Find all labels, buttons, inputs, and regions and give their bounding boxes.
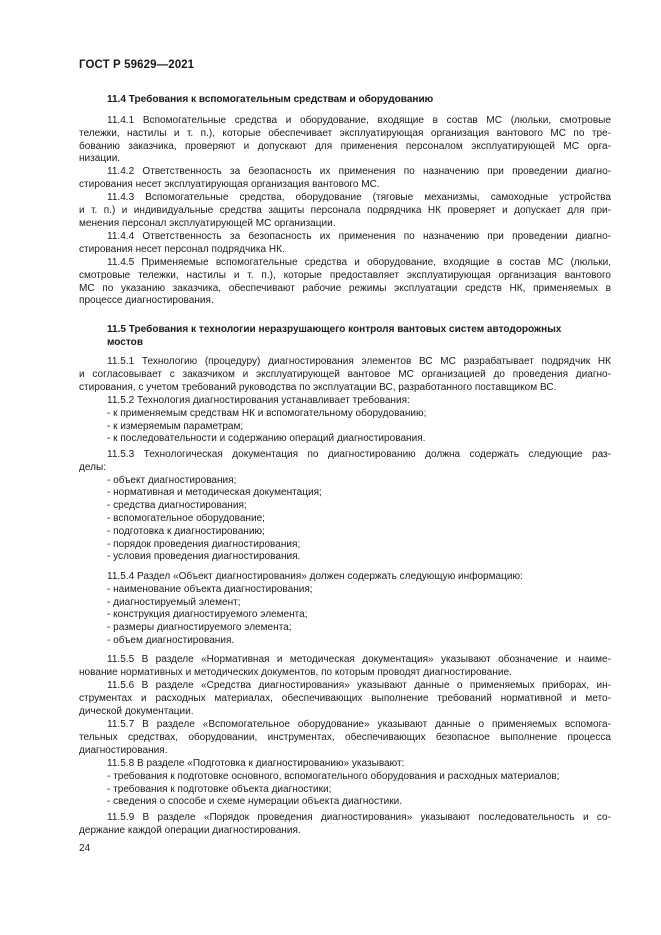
text-line: 11.4.3 Вспомогательные средства, оборудование (тяговые механизмы, самоходные устройства [107,192,611,203]
text-line: 11.4.2 Ответственность за безопасность их применения по назначению при проведении диагно- [107,166,611,177]
text-line: 11.5.7 В разделе «Вспомогательное оборудование» указывают данные о применяемых вспомога- [107,719,611,730]
text-line: 11.5.1 Технологию (процедуру) диагностирования элементов ВС МС разрабатывает подрядчик НК [107,356,611,367]
section-heading-line: 11.5 Требования к технологии неразрушающего контроля вантовых систем автодорожных [107,324,562,335]
text-line: - к измеряемым параметрам; [107,420,244,432]
paragraph [79,395,611,446]
text-line: стирования несет эксплуатирующая организация вантового МС. [79,178,380,190]
text-line: держание каждой операции диагностирования. [79,824,301,836]
text-line: стирования, с учетом требований руководства по эксплуатации ВС, разработанного поставщиком ВС. [79,381,557,393]
text-line: и согласовывает с заказчиком и эксплуатирующей вантовое МС организацией до проведения диагно- [79,368,611,380]
text-line: 11.4.5 Применяемые вспомогательные средства и оборудование, входящие в состав МС (люльки, [107,257,611,268]
paragraph [79,680,611,718]
paragraph [79,356,611,394]
text-line: струментах и расходных материалах, обеспечивающих выполнение требований нормативной и мето- [79,692,611,704]
text-line: бованию заказчика, проверяют и допускают для применения персоналом эксплуатирующей МС орга- [79,140,611,152]
text-line: 11.4.1 Вспомогательные средства и оборудование, входящие в состав МС (люльки, смотровые [107,115,611,126]
text-line: нование нормативных и методических документов, по которым проводят диагностирование. [79,666,512,678]
paragraph [79,571,611,648]
text-line: 11.5.9 В разделе «Порядок проведения диагностирования» указывают последовательность и со- [107,812,611,823]
paragraph [79,812,611,838]
text-line: - сведения о способе и схеме нумерации объекта диагностики. [107,796,403,808]
text-line: - требования к подготовке основного, вспомогательного оборудования и расходных материалов; [107,770,560,782]
text-line: МС по указанию заказчика, обеспечивают рабочие режимы эксплуатации средств НК, применяемых в [79,282,611,294]
text-line: - порядок проведения диагностирования; [107,538,301,550]
text-line: менения персонал эксплуатирующей МС организации. [79,217,336,229]
text-line: - требования к подготовке объекта диагностики; [107,783,332,795]
page-number: 24 [79,843,91,854]
paragraph [79,449,611,564]
text-line: 11.5.2 Технология диагностирования устанавливает требования: [107,395,410,406]
text-line: - подготовка к диагностированию; [107,525,265,537]
text-line: - условия проведения диагностирования. [107,551,301,563]
text-line: - средства диагностирования; [107,500,247,512]
text-line: - размеры диагностируемого элемента; [107,622,292,634]
text-line: стирования несет персонал подрядчика НК. [79,243,285,255]
text-line: - диагностируемый элемент; [107,596,241,608]
text-line: 11.4.4 Ответственность за безопасность их применения по назначению при проведении диагно- [107,231,611,242]
paragraph [79,719,611,757]
text-line: 11.5.4 Раздел «Объект диагностирования» должен содержать следующую информацию: [107,571,523,582]
paragraph [79,94,611,107]
text-line: низации. [79,153,121,165]
section-heading-line: 11.4 Требования к вспомогательным средствам и оборудованию [107,94,434,105]
text-line: и т. п.) и индивидуальные средства защиты персонала подрядчика НК проверяет и допускает для при- [79,204,611,216]
section-heading-line: мостов [107,336,143,348]
text-line: 11.5.5 В разделе «Нормативная и методическая документация» указывают обозначение и наиме- [107,654,611,665]
text-line: - объем диагностирования. [107,634,235,646]
document-header: ГОСТ Р 59629—2021 [79,59,195,71]
text-line: - конструкция диагностируемого элемента; [107,609,308,621]
paragraph [79,231,611,257]
text-line: - вспомогательное оборудование; [107,512,265,524]
text-line: дической документации. [79,705,194,717]
text-line: - к последовательности и содержанию операций диагностирования. [107,433,426,445]
text-line: - объект диагностирования; [107,474,237,486]
text-line: смотровые тележки, настилы и т. п.), которые предоставляет эксплуатирующая организация вантового [79,269,611,281]
paragraph [79,257,611,308]
text-line: 11.5.3 Технологическая документация по диагностированию должна содержать следующие раз- [107,449,611,460]
text-line: - нормативная и методическая документация; [107,487,322,499]
paragraph [79,758,611,809]
paragraph [79,324,611,350]
text-line: тележки, настилы и т. п.), которые обеспечивает эксплуатирующая организация вантового МС по тре- [79,127,611,139]
paragraph [79,192,611,230]
text-line: тельных средствах, оборудовании, инструментах, обеспечивающих безопасное выполнение процесса [79,731,611,743]
text-line: - наименование объекта диагностирования; [107,583,313,595]
paragraph [79,115,611,166]
text-line: делы: [79,461,106,473]
text-line: - к применяемым средствам НК и вспомогательному оборудованию; [107,407,427,419]
paragraph [79,654,611,680]
text-line: процессе диагностирования. [79,295,214,307]
text-line: диагностирования. [79,744,168,756]
text-line: 11.5.8 В разделе «Подготовка к диагностированию» указывают: [107,758,405,769]
paragraph [79,166,611,192]
text-line: 11.5.6 В разделе «Средства диагностирования» указывают данные о применяемых приборах, ин- [107,680,611,691]
